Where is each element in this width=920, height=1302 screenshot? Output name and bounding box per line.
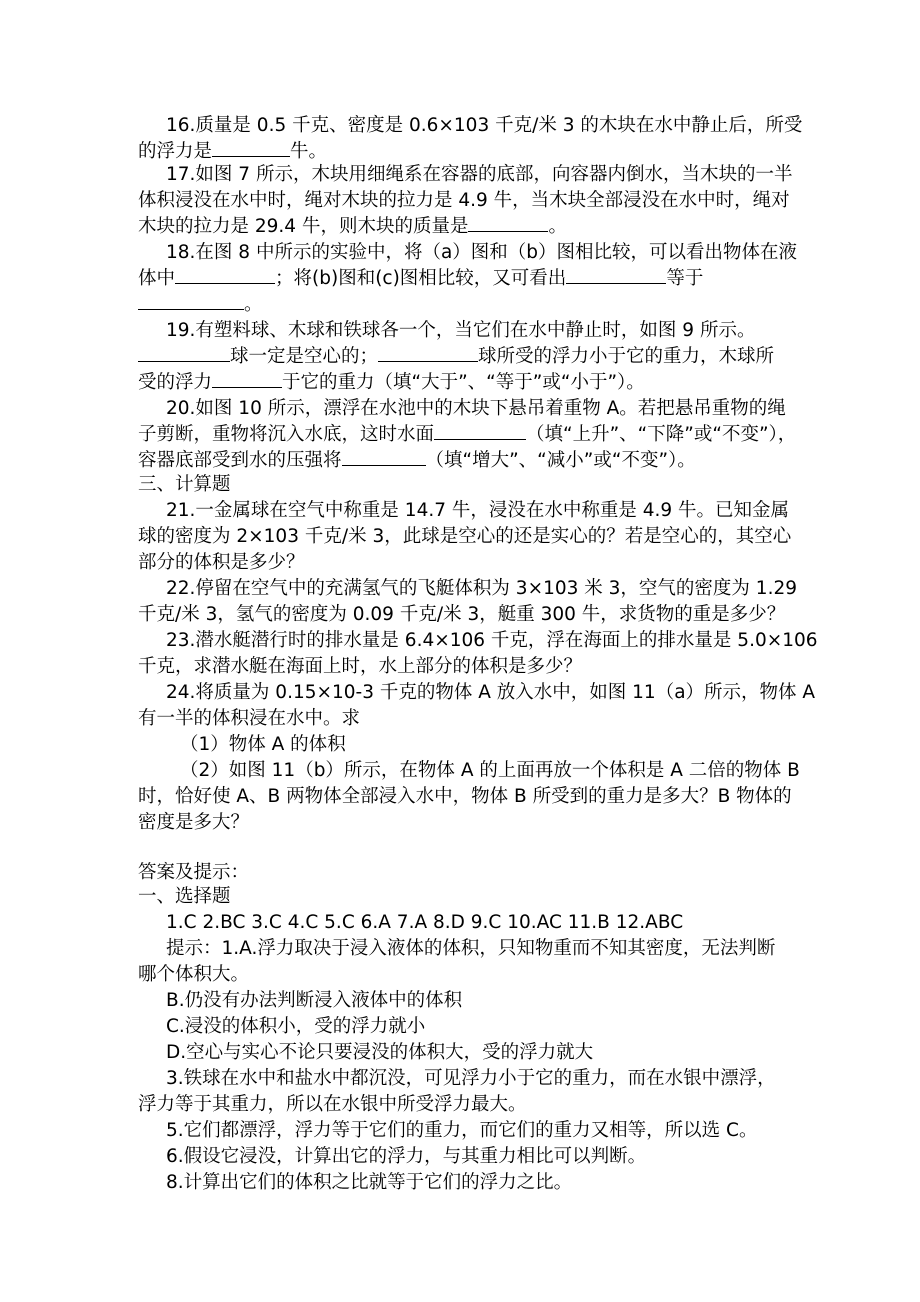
hint-d: D.空心与实心不论只要浸没的体积大，受的浮力就大 (166, 1042, 594, 1063)
answer-blank (434, 422, 526, 440)
q24-part-2-line-1: （2）如图 11（b）所示，在物体 A 的上面再放一个体积是 A 二倍的物体 B (180, 760, 800, 781)
q17-line-2: 体积浸没在水中时，绳对木块的拉力是 4.9 牛，当木块全部浸没在水中时，绳对 (138, 190, 790, 211)
q19-text-end: 于它的重力（填“大于”、“等于”或“小于”）。 (282, 372, 645, 393)
q21-line-1: 21.一金属球在空气中称重是 14.7 牛，浸没在水中称重是 4.9 牛。已知金属 (166, 500, 790, 521)
q24-part-1: （1）物体 A 的体积 (180, 734, 346, 755)
hint-8: 8.计算出它们的体积之比就等于它们的浮力之比。 (166, 1172, 573, 1193)
answer-blank (212, 139, 290, 157)
q22-line-1: 22.停留在空气中的充满氢气的飞艇体积为 3×103 米 3，空气的密度为 1.29 (166, 578, 797, 599)
q20-line-1: 20.如图 10 所示，漂浮在水池中的木块下悬吊着重物 A。若把悬吊重物的绳 (166, 398, 786, 419)
answer-blank (566, 266, 666, 284)
hint-3-line-1: 3.铁球在水中和盐水中都沉没，可见浮力小于它的重力，而在水银中漂浮， (166, 1068, 776, 1089)
q17-text: 木块的拉力是 29.4 牛，则木块的质量是 (138, 216, 469, 237)
answer-blank (468, 214, 548, 232)
q20-line-2 (138, 422, 796, 448)
hint-c: C.浸没的体积小，受的浮力就小 (166, 1016, 426, 1037)
q20-text-end: （填“增大”、“减小”或“不变”）。 (425, 450, 696, 471)
answer-blank (342, 448, 426, 466)
answer-blank (212, 370, 282, 388)
hint-5: 5.它们都漂浮，浮力等于它们的重力，而它们的重力又相等，所以选 C。 (166, 1120, 758, 1141)
q17-text-end: 。 (548, 216, 567, 237)
hint-line-1: 提示：1.A.浮力取决于浸入液体的体积，只知物重而不知其密度，无法判断 (166, 938, 776, 959)
q20-text: 子剪断，重物将沉入水底，这时水面 (138, 424, 435, 445)
section-heading-calculation: 三、计算题 (138, 474, 231, 495)
q22-line-2: 千克/米 3，氢气的密度为 0.09 千克/米 3，艇重 300 牛，求货物的重是多少？ (138, 604, 786, 625)
q19-text-mid: 球所受的浮力小于它的重力，木球所 (478, 346, 775, 367)
q17-line-1: 17.如图 7 所示，木块用细绳系在容器的底部，向容器内倒水，当木块的一半 (166, 164, 793, 185)
q21-line-3: 部分的体积是多少？ (138, 552, 305, 573)
q18-line-1: 18.在图 8 中所示的实验中，将（a）图和（b）图相比较，可以看出物体在液 (166, 242, 798, 263)
q24-part-2-line-3: 密度是多大？ (138, 812, 250, 833)
q19-text-start: 受的浮力 (138, 372, 213, 393)
q18-line-3 (138, 292, 263, 318)
answer-blank (378, 344, 478, 362)
q21-line-2: 球的密度为 2×103 千克/米 3，此球是空心的还是实心的？若是空心的，其空心 (138, 526, 792, 547)
q19-line-1: 19.有塑料球、木球和铁球各一个，当它们在水中静止时，如图 9 所示。 (166, 320, 756, 341)
q19-line-3 (138, 370, 645, 396)
answer-key-line: 1.C 2.BC 3.C 4.C 5.C 6.A 7.A 8.D 9.C 10.AC 11.B 12.ABC (166, 912, 684, 933)
answer-blank (175, 266, 275, 284)
section-heading-choice: 一、选择题 (138, 886, 231, 907)
q18-text: 体中 (138, 268, 176, 289)
q17-line-3 (138, 214, 567, 240)
hint-line-2: 哪个体积大。 (138, 964, 250, 985)
q18-text-mid: ；将(b)图和(c)图相比较，又可看出 (275, 268, 567, 289)
q18-text-final: 。 (244, 294, 263, 315)
answer-blank (138, 344, 230, 362)
q20-text-start: 容器底部受到水的压强将 (138, 450, 342, 471)
q19-line-2 (138, 344, 774, 370)
q24-part-2-line-2: 时，恰好使 A、B 两物体全部浸入水中，物体 B 所受到的重力是多大？B 物体的 (138, 786, 792, 807)
q20-text-mid: （填“上升”、“下降”或“不变”）， (526, 424, 797, 445)
q16-text-end: 牛。 (290, 141, 328, 162)
q23-line-2: 千克，求潜水艇在海面上时，水上部分的体积是多少？ (138, 656, 583, 677)
q18-text-end: 等于 (666, 268, 704, 289)
answers-heading: 答案及提示： (138, 862, 250, 883)
answer-blank (138, 292, 244, 310)
q23-line-1: 23.潜水艇潜行时的排水量是 6.4×106 千克，浮在海面上的排水量是 5.0×106 (166, 630, 818, 651)
q24-line-2: 有一半的体积浸在水中。求 (138, 708, 361, 729)
hint-3-line-2: 浮力等于其重力，所以在水银中所受浮力最大。 (138, 1094, 527, 1115)
q19-text: 球一定是空心的； (230, 346, 379, 367)
hint-b: B.仍没有办法判断浸入液体中的体积 (166, 990, 463, 1011)
q16-line-1: 16.质量是 0.5 千克、密度是 0.6×103 千克/米 3 的木块在水中静止后，所受 (166, 115, 803, 136)
hint-6: 6.假设它浸没，计算出它的浮力，与其重力相比可以判断。 (166, 1146, 647, 1167)
q24-line-1: 24.将质量为 0.15×10-3 千克的物体 A 放入水中，如图 11（a）所示，物体 A (166, 682, 816, 703)
q16-text: 的浮力是 (138, 141, 213, 162)
q20-line-3 (138, 448, 696, 474)
q18-line-2 (138, 266, 703, 292)
